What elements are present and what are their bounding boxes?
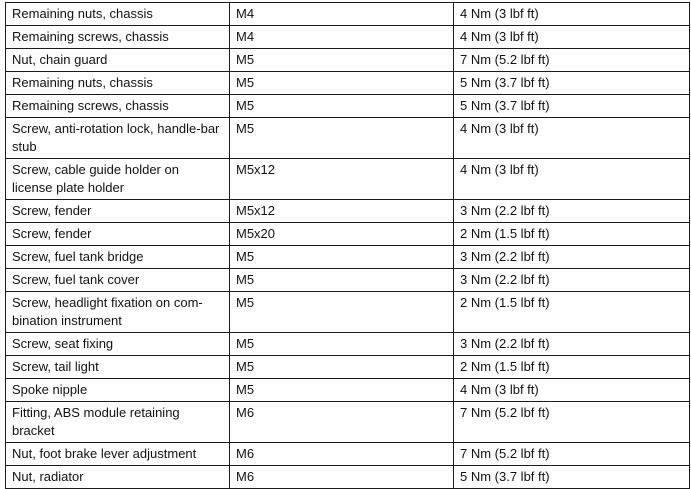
thread-cell: M6 [230,466,454,489]
torque-cell: 2 Nm (1.5 lbf ft) [454,356,690,379]
part-cell: Screw, cable guide holder on license plate holder [6,159,230,200]
torque-cell: 3 Nm (2.2 lbf ft) [454,246,690,269]
torque-cell: 4 Nm (3 lbf ft) [454,379,690,402]
table-row [6,49,690,72]
torque-cell: 5 Nm (3.7 lbf ft) [454,95,690,118]
table-row [6,379,690,402]
torque-table-body [6,3,690,489]
thread-cell: M6 [230,402,454,443]
part-cell: Screw, fuel tank bridge [6,246,230,269]
part-cell: Screw, headlight fixation on com-bination instrument [6,292,230,333]
thread-cell: M6 [230,443,454,466]
table-row [6,333,690,356]
part-cell: Screw, fuel tank cover [6,269,230,292]
table-row [6,118,690,159]
part-cell: Spoke nipple [6,379,230,402]
table-row [6,3,690,26]
thread-cell: M5 [230,292,454,333]
torque-table [5,2,690,489]
part-cell: Screw, fender [6,200,230,223]
table-row [6,200,690,223]
thread-cell: M5x12 [230,200,454,223]
torque-cell: 4 Nm (3 lbf ft) [454,3,690,26]
part-cell: Screw, fender [6,223,230,246]
part-cell: Nut, radiator [6,466,230,489]
part-cell: Remaining screws, chassis [6,95,230,118]
table-row [6,223,690,246]
thread-cell: M4 [230,26,454,49]
table-row [6,95,690,118]
torque-cell: 7 Nm (5.2 lbf ft) [454,443,690,466]
thread-cell: M5 [230,269,454,292]
part-cell: Remaining nuts, chassis [6,72,230,95]
table-row [6,269,690,292]
torque-cell: 7 Nm (5.2 lbf ft) [454,49,690,72]
table-row [6,402,690,443]
thread-cell: M5 [230,118,454,159]
thread-cell: M5 [230,72,454,95]
torque-cell: 7 Nm (5.2 lbf ft) [454,402,690,443]
torque-cell: 5 Nm (3.7 lbf ft) [454,72,690,95]
torque-cell: 4 Nm (3 lbf ft) [454,159,690,200]
thread-cell: M5 [230,356,454,379]
table-row [6,466,690,489]
table-row [6,443,690,466]
part-cell: Remaining nuts, chassis [6,3,230,26]
torque-cell: 3 Nm (2.2 lbf ft) [454,200,690,223]
table-row [6,292,690,333]
part-cell: Screw, seat fixing [6,333,230,356]
thread-cell: M5x20 [230,223,454,246]
torque-cell: 4 Nm (3 lbf ft) [454,118,690,159]
torque-cell: 2 Nm (1.5 lbf ft) [454,292,690,333]
part-cell: Fitting, ABS module retaining bracket [6,402,230,443]
table-row [6,26,690,49]
thread-cell: M5 [230,379,454,402]
torque-cell: 5 Nm (3.7 lbf ft) [454,466,690,489]
thread-cell: M5 [230,246,454,269]
torque-cell: 2 Nm (1.5 lbf ft) [454,223,690,246]
part-cell: Nut, foot brake lever adjustment [6,443,230,466]
part-cell: Remaining screws, chassis [6,26,230,49]
thread-cell: M5 [230,95,454,118]
table-row [6,159,690,200]
thread-cell: M5x12 [230,159,454,200]
torque-cell: 3 Nm (2.2 lbf ft) [454,269,690,292]
thread-cell: M5 [230,49,454,72]
part-cell: Screw, tail light [6,356,230,379]
table-row [6,356,690,379]
part-cell: Nut, chain guard [6,49,230,72]
torque-cell: 4 Nm (3 lbf ft) [454,26,690,49]
torque-cell: 3 Nm (2.2 lbf ft) [454,333,690,356]
table-row [6,72,690,95]
thread-cell: M4 [230,3,454,26]
part-cell: Screw, anti-rotation lock, handle-bar stub [6,118,230,159]
thread-cell: M5 [230,333,454,356]
table-row [6,246,690,269]
